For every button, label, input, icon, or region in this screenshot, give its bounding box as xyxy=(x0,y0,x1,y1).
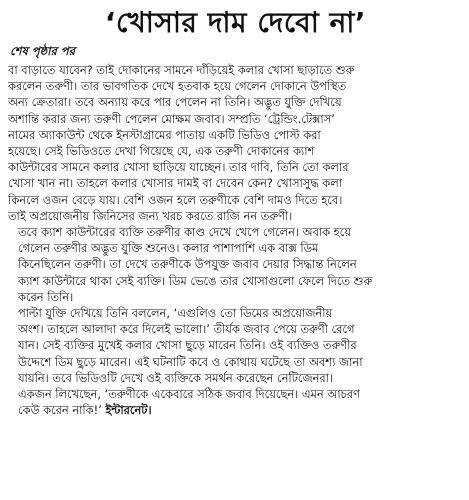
text-line: যান। সেই ব্যক্তির মুখেই কলার খোসা ছুড়ে মারেন তিনি। ওই ব্যক্তিও তরুণীর xyxy=(18,338,357,353)
text-line: অন্য ক্রেতারা। তবে অন্যায় করে পার পেলেন না তিনি। অদ্ভুত যুক্তি দেখিয়ে xyxy=(8,95,342,110)
article-paragraph-2 xyxy=(8,224,463,305)
continued-from-label: শেষ পৃষ্ঠার পর xyxy=(10,44,75,58)
text-line: করেন তিনি। xyxy=(18,289,74,304)
text-line: কাউন্টারের সামনে কলার খোসা ছাড়িয়ে যাচ্ছেন। তার দাবি, তিনি তো কলার xyxy=(8,160,349,175)
text-line: বা বাড়াতে যাবেন? তাই দোকানের সামনে দাঁড়িয়েই কলার খোসা ছাড়াতে শুরু xyxy=(8,63,355,77)
text-line: তবে ক্যাশ কাউন্টারের ব্যক্তি তরুণীর কাণ্ড দেখে খেপে গেলেন। অবাক হয়ে xyxy=(18,225,351,240)
text-line: উদ্দেশে ডিম ছুড়ে মারেন। এই ঘটনাটি কবে ও কোথায় ঘটেছে তা অবশ্য জানা xyxy=(18,354,363,369)
source-credit: ইন্টারনেট। xyxy=(105,403,152,418)
text-line: করলেন তরুণী। তার ভাবগতিক দেখে হতবাক হয়ে গেলেন দোকানে উপস্থিত xyxy=(8,79,347,94)
text-line: কিনেছিলেন তরুণী। তা দেখে তরুণীকে উপযুক্ত জবাব দেয়ার সিদ্ধান্ত নিলেন xyxy=(18,257,357,272)
text-line: খোসা খান না। তাহলে কলার খোসার দামই বা দেবেন কেন? খোসাসুদ্ধ কলা xyxy=(8,176,343,191)
text-line: পাল্টা যুক্তি দেখিয়ে তিনি বললেন, ‘এগুলিও তো ডিমের অপ্রয়োজনীয় xyxy=(18,306,333,321)
text-line: যায়নি। তবে ভিডিওটি দেখে ওই ব্যক্তিকে সমর্থন করেছেন নেটিজেনরা। xyxy=(18,370,334,385)
text-line: অংশ। তাহলে আলাদা করে দিলেই ভালো।’ তীর্যক জবাব পেয়ে তরুণী রেগে xyxy=(18,322,355,337)
text-line: কিনলে ওজন বেড়ে যায়। বেশি ওজন হলে তরুণীকে বেশি দামও দিতে হবে। xyxy=(8,192,343,207)
text-line: অশান্তি করার জন্য তরুণী পেলেন মোক্ষম জবাব। সম্প্রতি ‘ট্রেন্ডিং.টেক্সাস’ xyxy=(8,111,335,126)
article-headline: ‘খোসার দাম দেবো না’ xyxy=(104,6,367,39)
article-body xyxy=(8,62,463,418)
text-line: একজন লিখেছেন, ‘তরুণীকে একেবারে সঠিক জবাব দিয়েছেন। এমন আচরণ xyxy=(18,387,360,402)
text-line: গেলেন তরুণীর অদ্ভুত যুক্তি শুনেও। কলার পাশাপাশি এক বাক্স ডিম xyxy=(18,241,319,256)
article-paragraph-3 xyxy=(8,305,463,418)
last-line-text: কেউ করেন নাকি!’ xyxy=(18,403,102,418)
text-line: তাই অপ্রয়োজনীয় জিনিসের জন্য খরচ করতে রাজি নন তরুণী। xyxy=(8,208,293,223)
text-line: নামের অ্যাকাউন্ট থেকে ইনস্টাগ্রামের পাতায় একটি ভিডিও পোস্ট করা xyxy=(8,127,321,142)
text-line xyxy=(8,402,463,418)
text-line: হয়েছে। সেই ভিডিওতে দেখা গিয়েছে যে, এক তরুণী দোকানের ক্যাশ xyxy=(8,144,315,159)
text-line: ক্যাশ কাউন্টারে থাকা সেই ব্যক্তি। ডিম ভেঙে তার খোসাগুলো ফেলে দিতে শুরু xyxy=(18,273,373,288)
article-paragraph-1 xyxy=(8,62,463,224)
